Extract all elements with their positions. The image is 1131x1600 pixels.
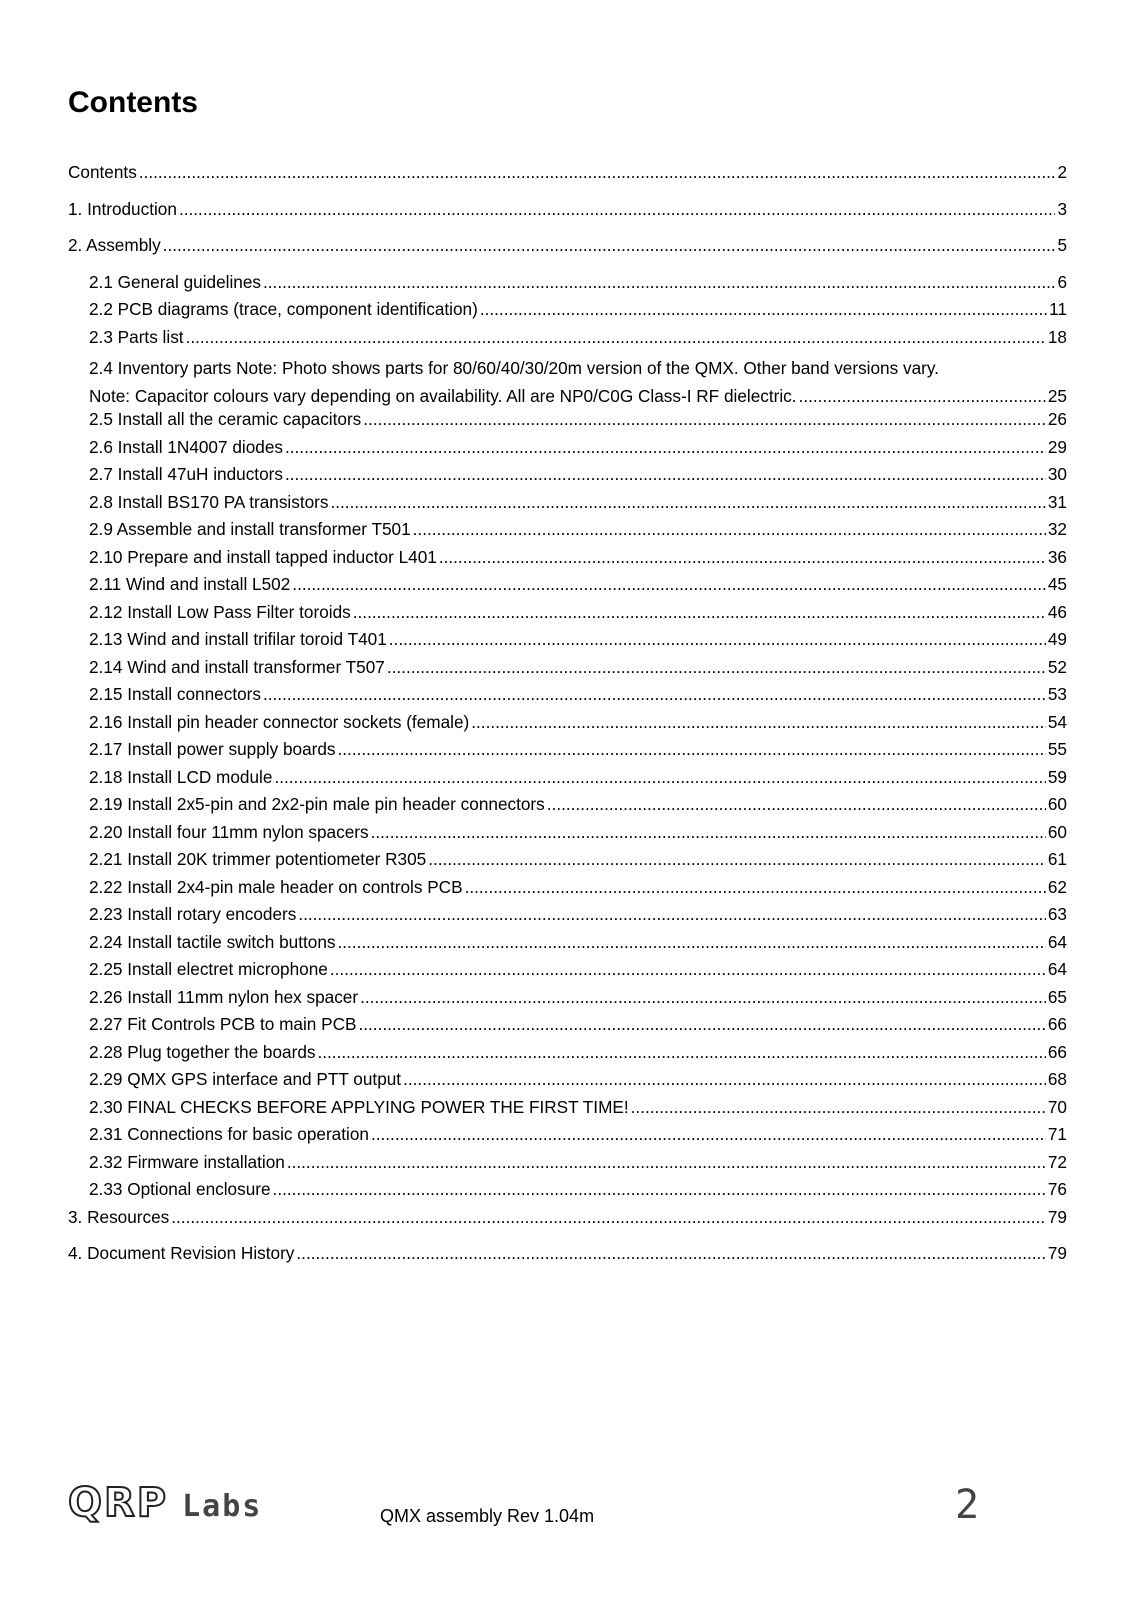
toc-entry-label: 2.1 General guidelines: [89, 272, 261, 292]
footer-document-name: QMX assembly Rev 1.04m: [380, 1506, 595, 1526]
toc-dot-leader: [439, 548, 1046, 566]
toc-page-number: 76: [1047, 1180, 1067, 1199]
toc-page-number: 61: [1047, 850, 1067, 869]
toc-dot-leader: [171, 1208, 1046, 1226]
toc-page-number: 66: [1047, 1015, 1067, 1034]
toc-page-number: 64: [1047, 960, 1067, 979]
toc-entry[interactable]: [68, 520, 1067, 548]
toc-page-number: 64: [1047, 932, 1067, 952]
toc-entry[interactable]: [68, 548, 1067, 576]
toc-entry-label: 2.31 Connections for basic operation: [89, 1125, 369, 1144]
toc-entry[interactable]: [68, 685, 1067, 713]
toc-page-number: 25: [1047, 385, 1067, 406]
toc-entry-label: 2.20 Install four 11mm nylon spacers: [89, 822, 369, 842]
toc-entry[interactable]: [68, 465, 1067, 493]
toc-entry-label: 2. Assembly: [68, 236, 161, 255]
toc-entry[interactable]: [68, 1153, 1067, 1181]
toc-page-number: 2: [1057, 163, 1067, 182]
page-title: Contents: [68, 86, 198, 119]
toc-entry-label: 2.2 PCB diagrams (trace, component identification): [89, 300, 478, 319]
toc-entry[interactable]: [68, 1015, 1067, 1043]
toc-page-number: 63: [1047, 905, 1067, 924]
toc-page-number: 66: [1047, 1042, 1067, 1062]
toc-dot-leader: [413, 520, 1046, 538]
toc-dot-leader: [471, 713, 1046, 731]
toc-dot-leader: [298, 905, 1046, 923]
toc-entry-label: 2.5 Install all the ceramic capacitors: [89, 410, 362, 429]
toc-entry[interactable]: [68, 1098, 1067, 1126]
toc-entry[interactable]: [68, 575, 1067, 603]
toc-entry-label: Contents: [68, 163, 137, 182]
toc-page-number: 59: [1047, 767, 1067, 787]
toc-entry[interactable]: [68, 438, 1067, 466]
toc-entry[interactable]: [68, 960, 1067, 988]
toc-page-number: 60: [1047, 795, 1067, 814]
toc-dot-leader: [547, 795, 1046, 813]
toc-entry[interactable]: [68, 355, 1067, 410]
toc-entry-label: 2.14 Wind and install transformer T507: [89, 657, 385, 677]
toc-entry[interactable]: [68, 795, 1067, 823]
toc-entry[interactable]: [68, 988, 1067, 1016]
toc-dot-leader: [285, 438, 1046, 456]
toc-entry-label: 2.19 Install 2x5-pin and 2x2-pin male pin header connectors: [89, 795, 545, 814]
toc-entry-label: 2.12 Install Low Pass Filter toroids: [89, 602, 351, 622]
toc-dot-leader: [480, 300, 1047, 318]
toc-entry-label: 2.22 Install 2x4-pin male header on controls PCB: [89, 877, 463, 897]
toc-entry[interactable]: [68, 1043, 1067, 1071]
toc-dot-leader: [338, 740, 1046, 758]
toc-page-number: 6: [1057, 272, 1067, 292]
toc-entry-label: 2.11 Wind and install L502: [89, 575, 291, 594]
toc-entry-label: 2.17 Install power supply boards: [89, 740, 336, 759]
toc-entry[interactable]: [68, 328, 1067, 356]
toc-page-number: 68: [1047, 1070, 1067, 1089]
toc-dot-leader: [371, 1125, 1046, 1143]
toc-page-number: 55: [1047, 740, 1067, 759]
toc-dot-leader: [273, 1180, 1046, 1198]
toc-page-number: 54: [1047, 712, 1067, 732]
toc-entry-label: 2.25 Install electret microphone: [89, 960, 328, 979]
toc-dot-leader: [371, 823, 1046, 841]
toc-entry-label: 2.18 Install LCD module: [89, 767, 273, 787]
toc-dot-leader: [799, 383, 1046, 411]
toc-entry[interactable]: [68, 630, 1067, 658]
toc-entry-label: 2.9 Assemble and install transformer T501: [89, 520, 411, 539]
toc-entry[interactable]: [68, 713, 1067, 741]
qrp-labs-logo: [68, 1480, 262, 1526]
toc-entry-label: 2.28 Plug together the boards: [89, 1042, 316, 1062]
toc-dot-leader: [358, 1015, 1045, 1033]
toc-entry[interactable]: [68, 740, 1067, 768]
toc-dot-leader: [403, 1070, 1046, 1088]
toc-dot-leader: [263, 685, 1046, 703]
toc-page-number: 52: [1047, 657, 1067, 677]
logo-qrp-text: QRP: [68, 1480, 169, 1526]
toc-dot-leader: [287, 1153, 1046, 1171]
toc-dot-leader: [296, 1244, 1045, 1262]
toc-entry-label: 2.15 Install connectors: [89, 685, 261, 704]
toc-dot-leader: [317, 1043, 1045, 1061]
toc-page-number: 5: [1057, 236, 1067, 255]
toc-dot-leader: [363, 410, 1046, 428]
toc-entry[interactable]: [68, 1208, 1067, 1245]
toc-entry[interactable]: [68, 603, 1067, 631]
toc-page-number: 26: [1047, 410, 1067, 429]
toc-page-number: 31: [1047, 492, 1067, 512]
toc-dot-leader: [387, 658, 1046, 676]
toc-entry[interactable]: [68, 933, 1067, 961]
toc-entry-label: 1. Introduction: [68, 199, 177, 219]
toc-dot-leader: [337, 933, 1045, 951]
table-of-contents: [68, 163, 1067, 1281]
toc-page-number: 49: [1047, 630, 1067, 649]
toc-page-number: 30: [1047, 465, 1067, 484]
toc-entry[interactable]: [68, 658, 1067, 686]
toc-entry-label: 2.3 Parts list: [89, 327, 184, 347]
toc-dot-leader: [428, 850, 1046, 868]
toc-entry[interactable]: [68, 1070, 1067, 1098]
toc-page-number: 72: [1047, 1152, 1067, 1172]
toc-page-number: 32: [1047, 520, 1067, 539]
toc-entry-label: 2.10 Prepare and install tapped inductor L401: [89, 547, 437, 567]
page-number: 2: [955, 1482, 980, 1528]
toc-dot-leader: [631, 1098, 1046, 1116]
toc-entry-label: 3. Resources: [68, 1207, 170, 1227]
toc-entry-label: 2.24 Install tactile switch buttons: [89, 932, 336, 952]
toc-dot-leader: [139, 163, 1056, 181]
toc-entry-label: 2.21 Install 20K trimmer potentiometer R305: [89, 850, 427, 869]
toc-entry-label: 2.32 Firmware installation: [89, 1152, 285, 1172]
toc-page-number: 79: [1047, 1207, 1067, 1227]
toc-dot-leader: [389, 630, 1046, 648]
toc-entry[interactable]: [68, 1180, 1067, 1208]
page-footer: [0, 1480, 1131, 1560]
toc-entry-label: 2.4 Inventory parts Note: Photo shows parts for 80/60/40/30/20m version of the QMX. Other band versions vary.: [89, 358, 939, 378]
toc-entry[interactable]: [68, 410, 1067, 438]
toc-entry[interactable]: [68, 273, 1067, 301]
toc-page-number: 53: [1047, 685, 1067, 704]
toc-entry-label: 2.7 Install 47uH inductors: [89, 465, 283, 484]
toc-dot-leader: [186, 328, 1046, 346]
toc-dot-leader: [179, 200, 1056, 218]
toc-entry-label: 2.16 Install pin header connector sockets (female): [89, 712, 470, 732]
toc-entry-label: 2.29 QMX GPS interface and PTT output: [89, 1070, 402, 1089]
toc-page-number: 79: [1047, 1244, 1067, 1263]
toc-entry-label: 2.26 Install 11mm nylon hex spacer: [89, 987, 359, 1007]
toc-entry[interactable]: [68, 878, 1067, 906]
toc-dot-leader: [353, 603, 1046, 621]
toc-page-number: 60: [1047, 822, 1067, 842]
toc-entry[interactable]: [68, 163, 1067, 200]
toc-entry-label: 2.8 Install BS170 PA transistors: [89, 492, 329, 512]
toc-page-number: 45: [1047, 575, 1067, 594]
toc-entry-label: 2.13 Wind and install trifilar toroid T401: [89, 630, 387, 649]
toc-page-number: 71: [1047, 1125, 1067, 1144]
toc-entry[interactable]: [68, 823, 1067, 851]
toc-page-number: 62: [1047, 877, 1067, 897]
toc-entry-label: 2.30 FINAL CHECKS BEFORE APPLYING POWER THE FIRST TIME!: [89, 1097, 629, 1117]
toc-dot-leader: [163, 236, 1056, 254]
toc-page-number: 36: [1047, 547, 1067, 567]
logo-labs-text: Labs: [182, 1489, 263, 1524]
toc-entry[interactable]: [68, 236, 1067, 273]
toc-dot-leader: [285, 465, 1046, 483]
toc-entry-label: 2.6 Install 1N4007 diodes: [89, 437, 283, 457]
toc-dot-leader: [292, 575, 1046, 593]
toc-dot-leader: [360, 988, 1046, 1006]
toc-dot-leader: [330, 960, 1046, 978]
toc-entry[interactable]: [68, 1244, 1067, 1281]
toc-page-number: 70: [1047, 1097, 1067, 1117]
toc-entry[interactable]: [68, 1125, 1067, 1153]
toc-dot-leader: [263, 273, 1055, 291]
toc-page-number: 29: [1047, 437, 1067, 457]
toc-entry-label: 2.27 Fit Controls PCB to main PCB: [89, 1015, 357, 1034]
toc-page-number: 11: [1049, 300, 1067, 319]
toc-entry[interactable]: [68, 493, 1067, 521]
toc-page-number: 18: [1047, 327, 1067, 347]
toc-entry-label-continued: Note: Capacitor colours vary depending on availability. All are NP0/C0G Class-I RF dielectric.: [89, 385, 797, 406]
toc-page-number: 65: [1047, 987, 1067, 1007]
toc-entry-label: 2.33 Optional enclosure: [89, 1180, 271, 1199]
toc-entry[interactable]: [68, 850, 1067, 878]
toc-entry-label: 2.23 Install rotary encoders: [89, 905, 297, 924]
toc-page-number: 46: [1047, 602, 1067, 622]
toc-dot-leader: [465, 878, 1046, 896]
toc-entry[interactable]: [68, 300, 1067, 328]
toc-dot-leader: [330, 493, 1045, 511]
toc-page-number: 3: [1057, 199, 1067, 219]
toc-entry[interactable]: [68, 905, 1067, 933]
toc-entry-label: 4. Document Revision History: [68, 1244, 295, 1263]
toc-entry[interactable]: [68, 200, 1067, 237]
toc-entry[interactable]: [68, 768, 1067, 796]
toc-dot-leader: [274, 768, 1045, 786]
